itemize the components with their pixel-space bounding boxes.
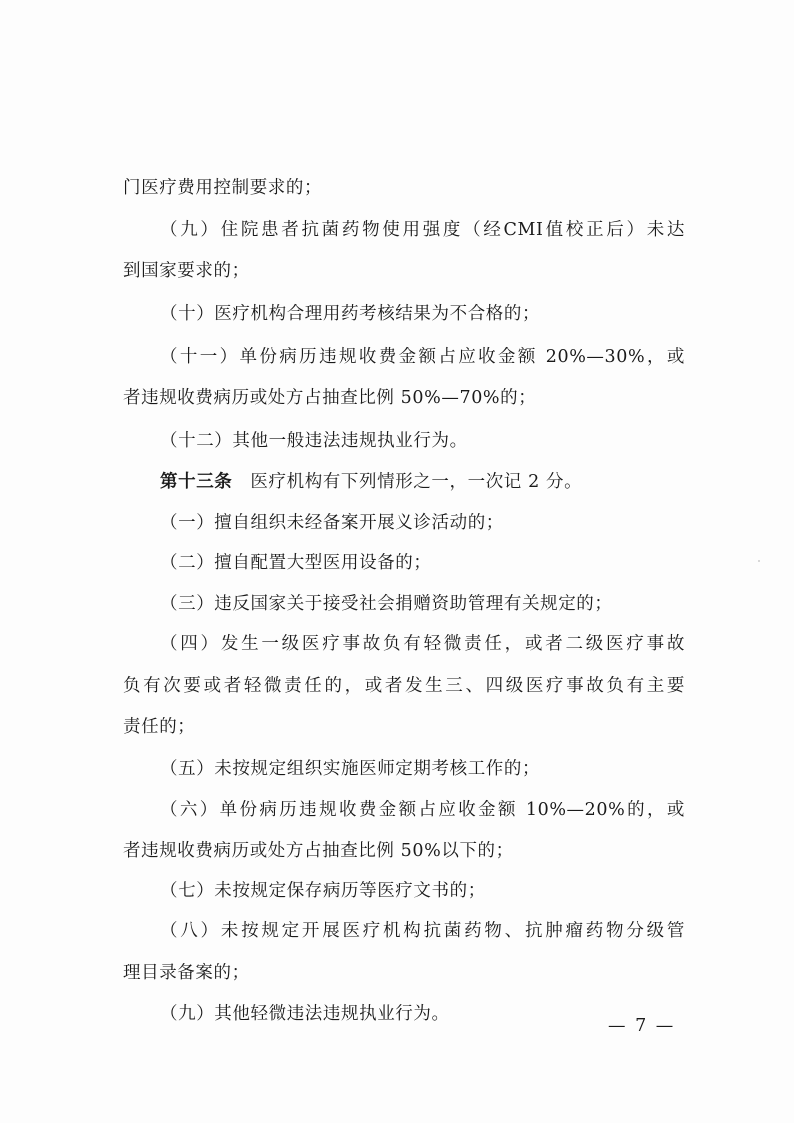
text-line: （一）擅自组织未经备案开展义诊活动的； [160, 513, 504, 533]
text-line: 责任的； [123, 717, 196, 737]
text-line: 理目录备案的； [123, 963, 250, 983]
article-number: 第十三条 [160, 472, 233, 492]
text-line: （十一）单份病历违规收费金额占应收金额 20%—30%，或 [160, 347, 685, 367]
text-line: （八）未按规定开展医疗机构抗菌药物、抗肿瘤药物分级管 [160, 921, 685, 941]
text-line: （九）其他轻微违法违规执业行为。 [160, 1004, 450, 1024]
page-number: — 7 — [608, 1016, 676, 1036]
text-line: （九）住院患者抗菌药物使用强度（经CMI值校正后）未达 [160, 220, 685, 240]
text-line: 者违规收费病历或处方占抽查比例 50%以下的； [123, 841, 514, 861]
text-line: 到国家要求的； [123, 261, 250, 281]
text-line: （十二）其他一般违法违规执业行为。 [160, 431, 468, 451]
article-heading-line [160, 470, 582, 494]
text-line: （二）擅自配置大型医用设备的； [160, 553, 432, 573]
article-text: 医疗机构有下列情形之一，一次记 2 分。 [250, 472, 583, 492]
scan-speck [758, 560, 760, 562]
text-line: （十）医疗机构合理用药考核结果为不合格的； [160, 304, 541, 324]
text-line: 门医疗费用控制要求的； [123, 178, 323, 198]
text-line: 负有次要或者轻微责任的，或者发生三、四级医疗事故负有主要 [123, 676, 685, 696]
text-line: 者违规收费病历或处方占抽查比例 50%—70%的； [123, 388, 537, 408]
text-line: （三）违反国家关于接受社会捐赠资助管理有关规定的； [160, 594, 613, 614]
text-line: （五）未按规定组织实施医师定期考核工作的； [160, 759, 541, 779]
text-line: （六）单份病历违规收费金额占应收金额 10%—20%的，或 [160, 800, 685, 820]
text-line: （七）未按规定保存病历等医疗文书的； [160, 881, 486, 901]
text-line: （四）发生一级医疗事故负有轻微责任，或者二级医疗事故 [160, 634, 685, 654]
